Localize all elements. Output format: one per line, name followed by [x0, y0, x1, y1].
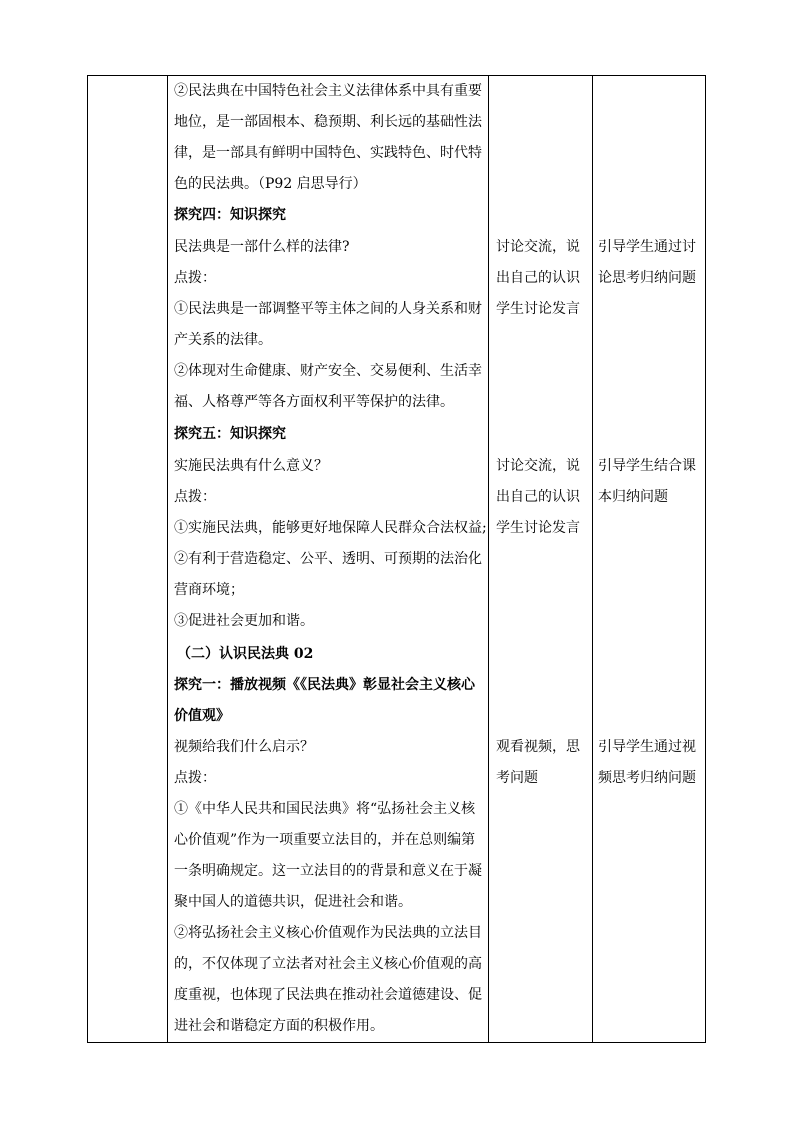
student-activity-line: 考问题	[496, 770, 538, 786]
section-4-answer-line: 福、人格尊严等各方面权利平等保护的法律。	[174, 394, 454, 410]
student-activity-line: 学生讨论发言	[496, 301, 580, 317]
section-4-answer-line: ②体现对生命健康、财产安全、交易便利、生活幸	[174, 363, 482, 379]
section-4-answer-line: ①民法典是一部调整平等主体之间的人身关系和财	[174, 301, 482, 317]
column-divider-2	[488, 76, 489, 1042]
explore-1-question: 视频给我们什么启示？	[174, 739, 314, 755]
student-activity-line: 出自己的认识	[496, 489, 580, 505]
section-5-answer-line: 营商环境；	[174, 582, 244, 598]
section-5-title: 探究五：知识探究	[174, 426, 286, 442]
explore-1-hint-label: 点拨：	[174, 770, 216, 786]
section-5-answer-line: ②有利于营造稳定、公平、透明、可预期的法治化	[174, 551, 482, 567]
design-purpose-line: 引导学生通过视	[598, 739, 696, 755]
section-5-hint-label: 点拨：	[174, 489, 216, 505]
explore-1-answer-line: 度重视，也体现了民法典在推动社会道德建设、促	[174, 987, 482, 1003]
section-4-answer-line: 产关系的法律。	[174, 332, 272, 348]
student-activity-line: 学生讨论发言	[496, 520, 580, 536]
explore-1-title-line: 价值观》	[174, 708, 230, 724]
student-activity-line: 讨论交流，说	[496, 239, 580, 255]
section-5-answer-line: ③促进社会更加和谐。	[174, 613, 314, 629]
part-2-title: （二）认识民法典 02	[177, 646, 314, 662]
design-purpose-line: 引导学生结合课	[598, 458, 696, 474]
design-purpose-line: 本归纳问题	[598, 489, 668, 505]
design-purpose-line: 频思考归纳问题	[598, 770, 696, 786]
column-divider-3	[592, 76, 593, 1042]
student-activity-line: 讨论交流，说	[496, 458, 580, 474]
intro-paragraph-line: 色的民法典。（P92 启思导行）	[174, 176, 367, 192]
explore-1-answer-line: 的，不仅体现了立法者对社会主义核心价值观的高	[174, 956, 482, 972]
explore-1-answer-line: 进社会和谐稳定方面的积极作用。	[174, 1018, 384, 1034]
design-purpose-line: 论思考归纳问题	[598, 270, 696, 286]
intro-paragraph-line: 律，是一部具有鲜明中国特色、实践特色、时代特	[174, 145, 482, 161]
explore-1-answer-line: 心价值观”作为一项重要立法目的，并在总则编第	[174, 832, 476, 848]
explore-1-answer-line: ①《中华人民共和国民法典》将“弘扬社会主义核	[174, 801, 476, 817]
section-4-question: 民法典是一部什么样的法律?	[174, 239, 350, 255]
explore-1-answer-line: 一条明确规定。这一立法目的的背景和意义在于凝	[174, 863, 482, 879]
intro-paragraph-line: ②民法典在中国特色社会主义法律体系中具有重要	[174, 83, 482, 99]
explore-1-answer-line: ②将弘扬社会主义核心价值观作为民法典的立法目	[174, 925, 482, 941]
section-5-answer-line: ①实施民法典，能够更好地保障人民群众合法权益;	[174, 520, 487, 536]
section-5-question: 实施民法典有什么意义？	[174, 458, 328, 474]
explore-1-title-line: 探究一：播放视频《《民法典》彰显社会主义核心	[174, 677, 475, 693]
design-purpose-line: 引导学生通过讨	[598, 239, 696, 255]
intro-paragraph-line: 地位，是一部固根本、稳预期、利长远的基础性法	[174, 114, 482, 130]
section-4-title: 探究四：知识探究	[174, 207, 286, 223]
column-divider-1	[167, 76, 168, 1042]
student-activity-line: 观看视频，思	[496, 739, 580, 755]
student-activity-line: 出自己的认识	[496, 270, 580, 286]
section-4-hint-label: 点拨：	[174, 270, 216, 286]
explore-1-answer-line: 聚中国人的道德共识，促进社会和谐。	[174, 894, 412, 910]
